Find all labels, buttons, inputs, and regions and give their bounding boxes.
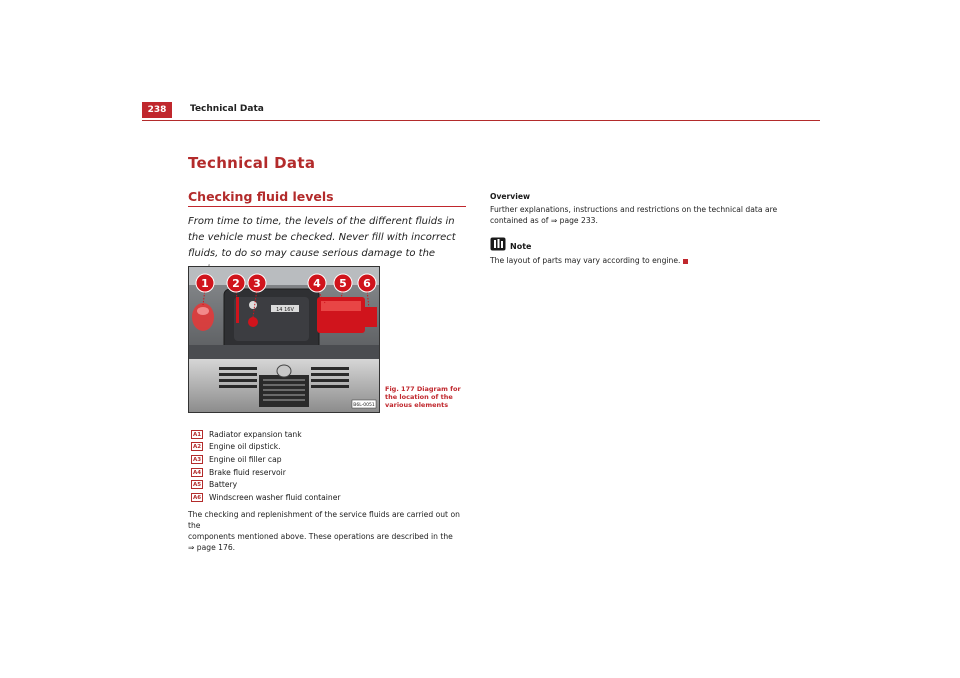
callout-1: 1 — [201, 277, 209, 290]
overview-heading: Overview — [490, 192, 531, 201]
engine-bay-illustration — [189, 267, 379, 412]
svg-text:14 16V: 14 16V — [276, 307, 294, 313]
body-paragraph — [188, 509, 468, 553]
page-reference-link[interactable]: ⇒ page 176. — [188, 543, 236, 552]
note-info-icon — [490, 237, 506, 251]
chapter-title: Technical Data — [188, 154, 316, 172]
list-item — [191, 466, 451, 479]
legend-badge: A5 — [192, 482, 202, 489]
legend-label: Engine oil filler cap — [209, 454, 282, 464]
figure-caption: Fig. 177 Diagram for the location of the various elements — [385, 385, 461, 409]
body-line-2: components mentioned above. These operations are described in the — [188, 532, 453, 541]
overview-line-1: Further explanations, instructions and restrictions on the technical data are — [490, 205, 778, 214]
section-intro: From time to time, the levels of the different fluids in the vehicle must be checked. Never fill with incorrect fluids, to do so may cause serious damage to the — [188, 216, 456, 259]
legend-badge: A3 — [192, 456, 202, 463]
legend-label: Brake fluid reservoir — [209, 467, 286, 477]
overview-line-2[interactable]: contained as of ⇒ page 233. — [490, 216, 598, 225]
list-item — [191, 441, 451, 454]
legend-label: Radiator expansion tank — [209, 429, 302, 439]
page-header — [142, 102, 820, 121]
section-title: Checking fluid levels — [188, 189, 466, 207]
note-body: The layout of parts may vary according to engine. — [490, 256, 681, 265]
running-header-title: Technical Data — [190, 104, 264, 114]
list-item — [191, 491, 451, 504]
list-item — [191, 428, 451, 441]
callout-2: 2 — [232, 277, 240, 290]
note-text — [490, 256, 790, 265]
legend-label: Windscreen washer fluid container — [209, 492, 341, 502]
legend-badge: A2 — [192, 444, 202, 451]
callout-4: 4 — [313, 277, 321, 290]
overview-paragraph — [490, 204, 780, 226]
end-of-section-marker-icon — [683, 259, 688, 264]
callout-6: 6 — [363, 277, 371, 290]
list-item — [191, 453, 451, 466]
legend-badge: A4 — [192, 469, 202, 476]
callout-3: 3 — [253, 277, 261, 290]
component-legend — [191, 428, 451, 504]
body-line-1: The checking and replenishment of the service fluids are carried out on the — [188, 510, 460, 530]
figure-code-label: B6L-0051 — [353, 403, 375, 408]
engine-diagram-figure — [188, 266, 380, 413]
legend-badge: A1 — [192, 431, 202, 438]
page-number: 238 — [142, 102, 172, 118]
legend-label: Engine oil dipstick. — [209, 442, 281, 452]
list-item — [191, 478, 451, 491]
legend-badge: A6 — [192, 494, 202, 501]
callout-5: 5 — [339, 277, 347, 290]
legend-label: Battery — [209, 480, 238, 490]
note-label: Note — [510, 242, 532, 251]
